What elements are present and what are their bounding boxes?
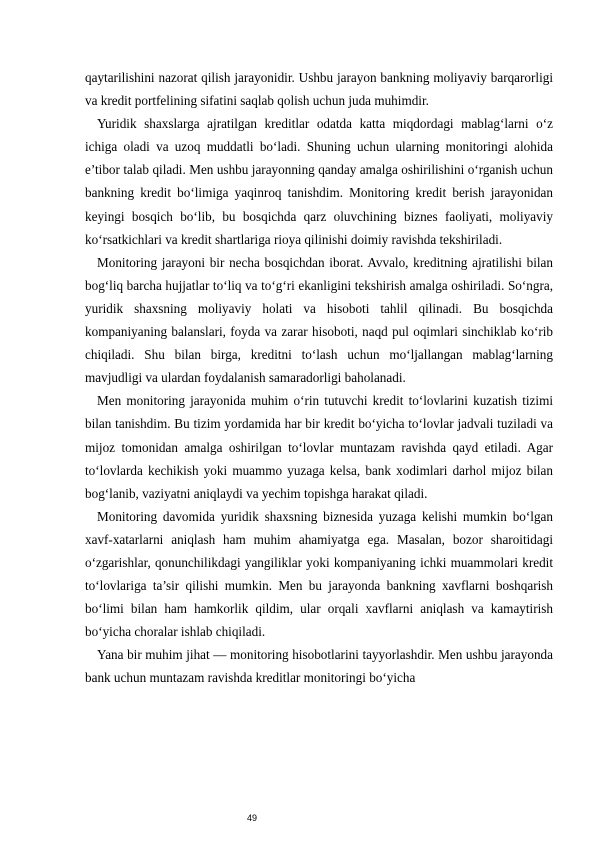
page-number: 49 bbox=[247, 813, 258, 823]
paragraph: Men monitoring jarayonida muhim o‘rin tutuvchi kredit to‘lovlarini kuzatish tizimi bilan tanishdim. Bu tizim yordamida har bir kredit bo‘yicha to‘lovlar jadvali tuziladi va mijoz tomonidan amalga oshirilgan to‘lovlar muntazam ravishda qayd etiladi. Agar to‘lovlarda kechikish yoki muammo yuzaga kelsa, bank xodimlari darhol mijoz bilan bog‘lanib, vaziyatni aniqlaydi va yechim topishga harakat qiladi. bbox=[85, 393, 553, 501]
paragraph: Yana bir muhim jihat — monitoring hisobotlarini tayyorlashdir. Men ushbu jarayonda bank uchun muntazam ravishda kreditlar monitoringi bo‘yicha bbox=[85, 647, 553, 686]
paragraph: Monitoring davomida yuridik shaxsning biznesida yuzaga kelishi mumkin bo‘lgan xavf-xatarlarni aniqlash ham muhim ahamiyatga ega. Masalan, bozor sharoitidagi o‘zgarishlar, qonunchilikdagi yangiliklar yoki kompaniyaning ichki muammolari kredit to‘lovlariga ta’sir qilishi mumkin. Men bu jarayonda bankning xavflarni boshqarish bo‘limi bilan ham hamkorlik qildim, ular orqali xavflarni aniqlash va kamaytirish bo‘yicha choralar ishlab chiqiladi. bbox=[85, 508, 553, 640]
paragraph: Yuridik shaxslarga ajratilgan kreditlar odatda katta miqdordagi mablag‘larni o‘z ichiga oladi va uzoq muddatli bo‘ladi. Shuning uchun ularning monitoringi alohida e’tibor talab qiladi. Men ushbu jarayonning qanday amalga oshirilishini o‘rganish uchun bankning kredit bo‘limiga yaqinroq tanishdim. Monitoring kredit berish jarayonidan keyingi bosqich bo‘lib, bu bosqichda qarz oluvchining biznes faoliyati, moliyaviy ko‘rsatkichlari va kredit shartlariga rioya qilinishi doimiy ravishda tekshiriladi. bbox=[85, 116, 553, 247]
paragraph-continuation: qaytarilishini nazorat qilish jarayonidir. Ushbu jarayon bankning moliyaviy barqarorligi va kredit portfelining sifatini saqlab qolish uchun juda muhimdir. bbox=[85, 70, 553, 109]
body-text bbox=[85, 66, 553, 690]
paragraph: Monitoring jarayoni bir necha bosqichdan iborat. Avvalo, kreditning ajratilishi bilan bog‘liq barcha hujjatlar to‘liq va to‘g‘ri ekanligini tekshirish amalga oshiriladi. So‘ngra, yuridik shaxsning moliyaviy holati va hisoboti tahlil qilinadi. Bu bosqichda kompaniyaning balanslari, foyda va zarar hisoboti, naqd pul oqimlari sinchiklab ko‘rib chiqiladi. Shu bilan birga, kreditni to‘lash uchun mo‘ljallangan mablag‘larning mavjudligi va ulardan foydalanish samaradorligi baholanadi. bbox=[85, 254, 553, 386]
